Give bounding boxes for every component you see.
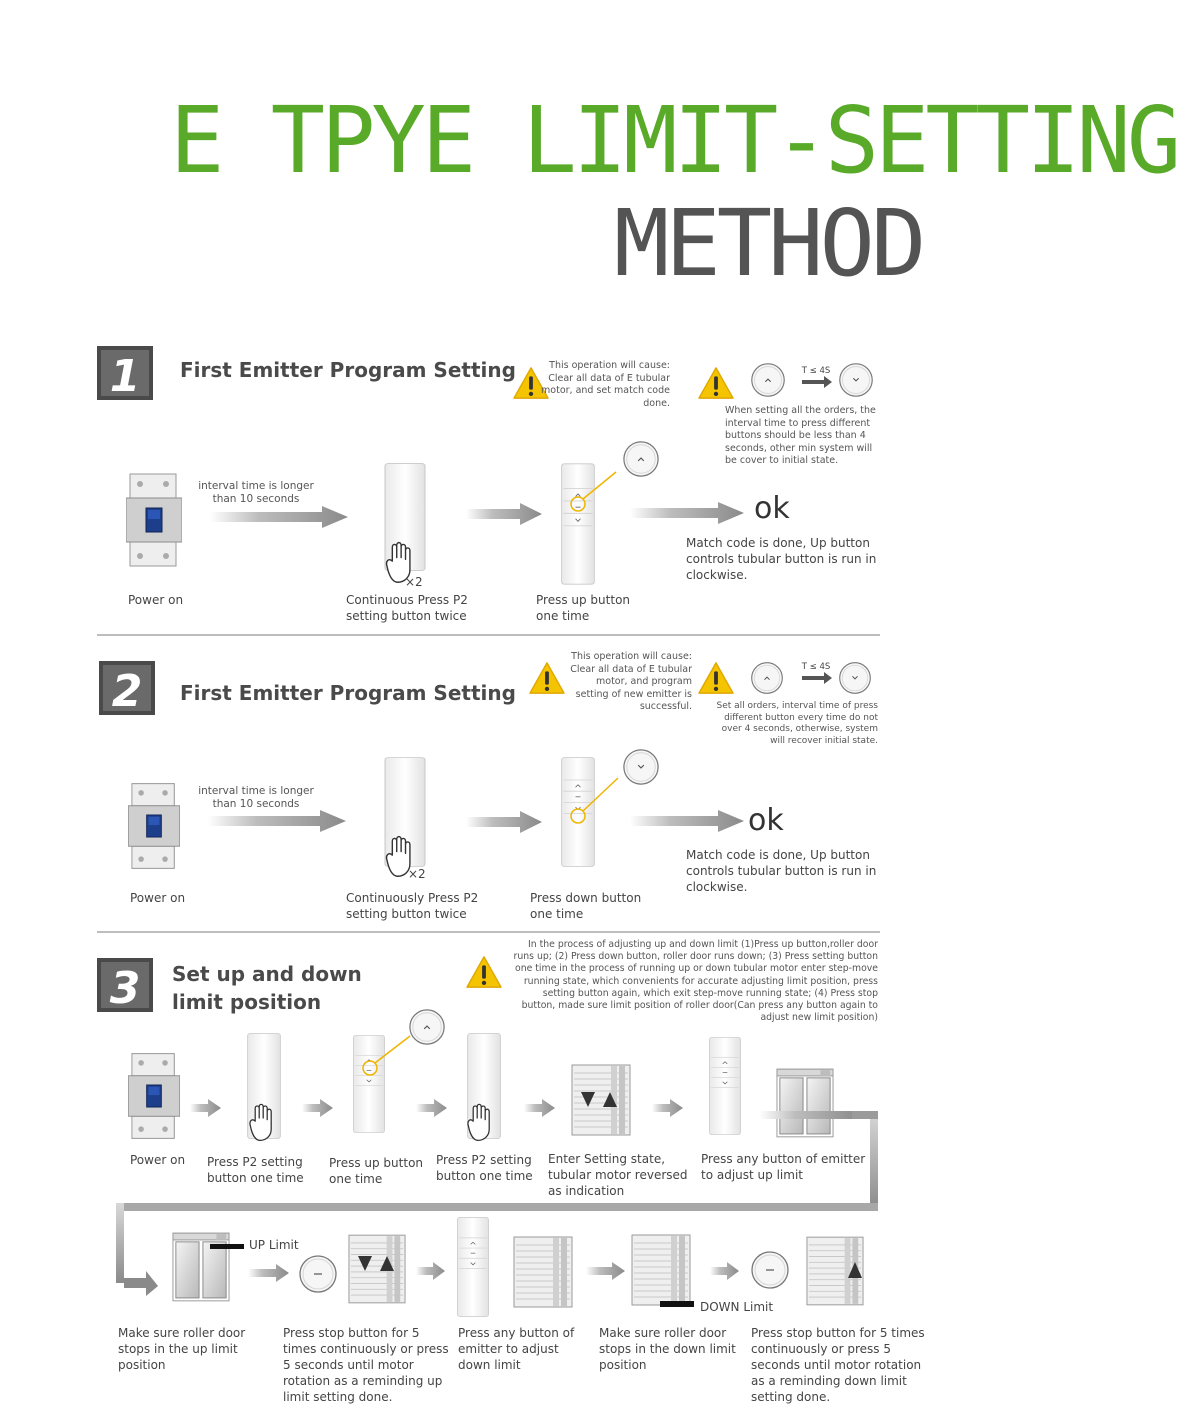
section1-arrow-label: interval time is longer than 10 seconds: [198, 480, 314, 505]
interval-arrow: [798, 664, 838, 688]
step-1-badge: [97, 346, 153, 400]
up-down-triangles-icon: [836, 1260, 876, 1280]
section1-warning-1: This operation will cause: Clear all data of E tubular motor, and set match code done.: [541, 360, 670, 409]
section-divider: [97, 634, 880, 636]
section3-note: In the process of adjusting up and down limit (1)Press up button,roller door runs up; (2) Press down button, roller door runs down; (3) Press setting button one time in the process of running up or down tubular motor enter step-move running state, which convenients for accurate adjusting limit position, press setting button again, which exit step-move running state; (4) Press stop button, made sure limit position of roller door(Can press any button again to adjust new limit position): [513, 939, 878, 1024]
step-2-number: 2: [111, 666, 143, 717]
step-2-badge: [99, 661, 155, 715]
section3-row2-step-3: Press any button of emitter to adjust down limit: [458, 1326, 575, 1372]
circuit-breaker-icon: [126, 470, 182, 570]
section-divider: [97, 931, 880, 933]
flow-arrow: [210, 504, 350, 530]
up-down-triangles-icon: [356, 1254, 396, 1274]
flow-arrow: [630, 500, 746, 526]
step-3-badge: [97, 958, 153, 1012]
section2-result: Match code is done, Up button controls tubular button is run in clockwise.: [686, 848, 877, 894]
section3-row1-step-4: Press P2 setting button one time: [436, 1153, 533, 1183]
press-times: ×2: [408, 867, 426, 881]
up-button-icon: [750, 661, 784, 695]
section1-warning-2: When setting all the orders, the interval time to press different buttons should be less than 4 seconds, other min system will be cover to initial state.: [725, 405, 876, 466]
up-button-icon: [750, 362, 786, 398]
press-times: ×2: [405, 575, 423, 589]
warning-icon: [697, 366, 735, 400]
section1-step-2: Continuous Press P2 setting button twice: [346, 593, 468, 623]
main-title-line1: E TPYE LIMIT-SETTING: [170, 87, 1177, 194]
step-1-number: 1: [109, 351, 141, 402]
flow-arrow: [710, 1262, 740, 1280]
section3-title-line1: Set up and down: [172, 962, 362, 986]
section3-row1-step-3: Press up button one time: [329, 1156, 424, 1186]
ok-label: ok: [748, 803, 784, 838]
up-limit-marker: [210, 1244, 244, 1249]
section3-row1-step-2: Press P2 setting button one time: [207, 1155, 304, 1185]
warning-icon: [465, 955, 503, 989]
section1-step-1: Power on: [128, 593, 184, 607]
flow-arrow: [466, 810, 544, 834]
section2-warning-1: This operation will cause: Clear all data of E tubular motor, and program setting of new emitter is successful.: [570, 651, 692, 712]
stop-button-icon: [750, 1250, 790, 1290]
down-button-icon: [838, 362, 874, 398]
section3-row1-step-1: Power on: [130, 1153, 186, 1167]
interval-label: T ≤ 4S: [801, 366, 831, 376]
interval-arrow: [798, 368, 838, 392]
remote-front-icon: [456, 1216, 490, 1318]
section3-row2-step-1: Make sure roller door stops in the up limit position: [118, 1326, 246, 1372]
warning-icon: [528, 661, 566, 695]
section3-row2-step-2: Press stop button for 5 times continuously or press 5 seconds until motor rotation as a reminding up limit setting done.: [283, 1326, 449, 1404]
main-title-line2: METHOD: [614, 190, 923, 297]
up-limit-label: UP Limit: [249, 1238, 299, 1252]
section1-step-3: Press up button one time: [536, 593, 631, 623]
ok-label: ok: [754, 491, 790, 526]
section1-title: First Emitter Program Setting: [180, 358, 516, 382]
section2-title: First Emitter Program Setting: [180, 681, 516, 705]
step-3-number: 3: [109, 963, 141, 1014]
down-button-icon: [838, 661, 872, 695]
section2-step-3: Press down button one time: [530, 891, 642, 921]
circuit-breaker-icon: [128, 780, 180, 872]
window-icon: [172, 1232, 230, 1302]
down-button-zoom-icon: [622, 748, 660, 786]
roller-shutter-icon: [630, 1234, 692, 1306]
down-limit-label: DOWN Limit: [700, 1300, 774, 1314]
flow-arrow: [586, 1262, 626, 1280]
up-button-zoom-icon: [408, 1008, 446, 1046]
interval-label: T ≤ 4S: [801, 662, 831, 672]
section2-arrow-label: interval time is longer than 10 seconds: [198, 785, 314, 810]
section3-row2-step-4: Make sure roller door stops in the down limit position: [599, 1326, 736, 1372]
section3-row1-step-6: Press any button of emitter to adjust up limit: [701, 1152, 866, 1182]
flow-arrow: [208, 808, 348, 834]
flow-arrow: [630, 808, 746, 834]
roller-shutter-icon: [512, 1236, 574, 1308]
section2-step-1: Power on: [130, 891, 186, 905]
up-button-zoom-icon: [622, 440, 660, 478]
section2-warning-2: Set all orders, interval time of press different button every time do not over 4 seconds, otherwise, system will recover initial state.: [716, 701, 878, 746]
section3-row2-step-5: Press stop button for 5 times continuously or press 5 seconds until motor rotation as a reminding down limit setting done.: [751, 1326, 925, 1404]
warning-icon: [697, 661, 735, 695]
flow-arrow: [466, 502, 544, 526]
flow-arrow: [416, 1262, 446, 1280]
stop-button-icon: [298, 1254, 338, 1294]
flow-arrow: [248, 1264, 290, 1282]
down-limit-marker: [660, 1301, 694, 1307]
section3-row1-step-5: Enter Setting state, tubular motor reversed as indication: [548, 1152, 688, 1198]
section1-result: Match code is done, Up button controls tubular button is run in clockwise.: [686, 536, 877, 582]
section2-step-2: Continuously Press P2 setting button twice: [346, 891, 479, 921]
section3-title-line2: limit position: [172, 990, 322, 1014]
